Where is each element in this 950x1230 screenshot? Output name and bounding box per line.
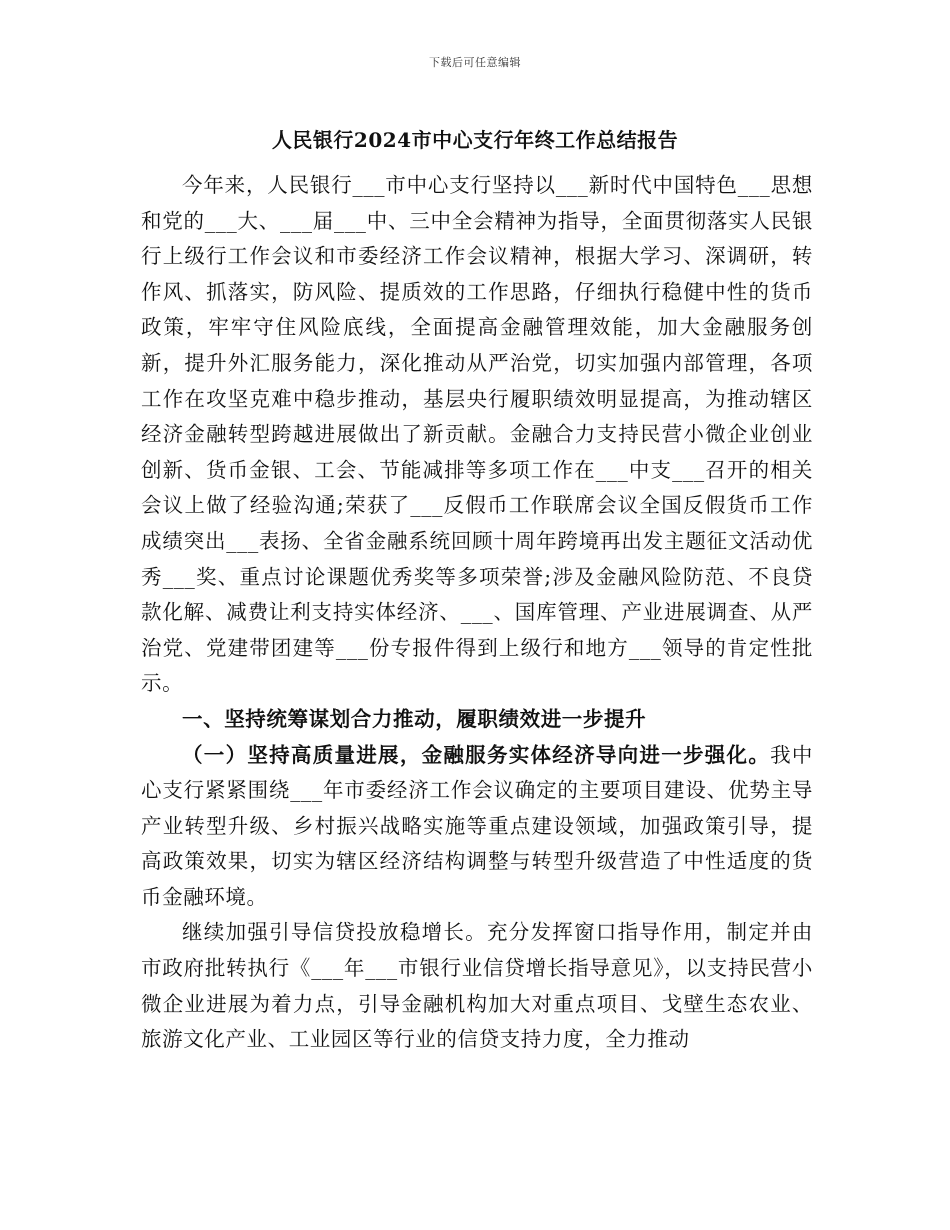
subsection-1-lead: （一）坚持高质量进展，金融服务实体经济导向进一步强化。	[182, 742, 771, 767]
subsection-1-paragraph	[141, 738, 813, 916]
credit-paragraph: 继续加强引导信贷投放稳增长。充分发挥窗口指导作用，制定并由市政府批转执行《___年___市银行业信贷增长指导意见》，以支持民营小微企业进展为着力点，引导金融机构加大对重点项目、戈壁生态农业、旅游文化产业、工业园区等行业的信贷支持力度，全力推动	[141, 920, 813, 1052]
intro-paragraph: 今年来，人民银行___市中心支行坚持以___新时代中国特色___思想和党的___大、___届___中、三中全会精神为指导，全面贯彻落实人民银行上级行工作会议和市委经济工作会议精神，根据大学习、深调研，转作风、抓落实，防风险、提质效的工作思路，仔细执行稳健中性的货币政策，牢牢守住风险底线，全面提高金融管理效能，加大金融服务创新，提升外汇服务能力，深化推动从严治党，切实加强内部管理，各项工作在攻坚克难中稳步推动，基层央行履职绩效明显提高，为推动辖区经济金融转型跨越进展做出了新贡献。金融合力支持民营小微企业创业创新、货币金银、工会、节能减排等多项工作在___中支___召开的相关会议上做了经验沟通;荣获了___反假币工作联席会议全国反假货币工作成绩突出___表扬、全省金融系统回顾十周年跨境再出发主题征文活动优秀___奖、重点讨论课题优秀奖等多项荣誉;涉及金融风险防范、不良贷款化解、减费让利支持实体经济、___、国库管理、产业进展调查、从严治党、党建带团建等___份专报件得到上级行和地方___领导的肯定性批示。	[141, 173, 813, 696]
document-title: 人民银行2024市中心支行年终工作总结报告	[271, 128, 679, 152]
header-note: 下载后可任意编辑	[429, 56, 521, 69]
section-1-heading: 一、坚持统筹谋划合力推动，履职绩效进一步提升	[182, 706, 647, 731]
document-body	[141, 168, 813, 1058]
subsection-1-body: 我中心支行紧紧围绕___年市委经济工作会议确定的主要项目建设、优势主导产业转型升级、乡村振兴战略实施等重点建设领域，加强政策引导，提高政策效果，切实为辖区经济结构调整与转型升级营造了中性适度的货币金融环境。	[141, 742, 814, 909]
